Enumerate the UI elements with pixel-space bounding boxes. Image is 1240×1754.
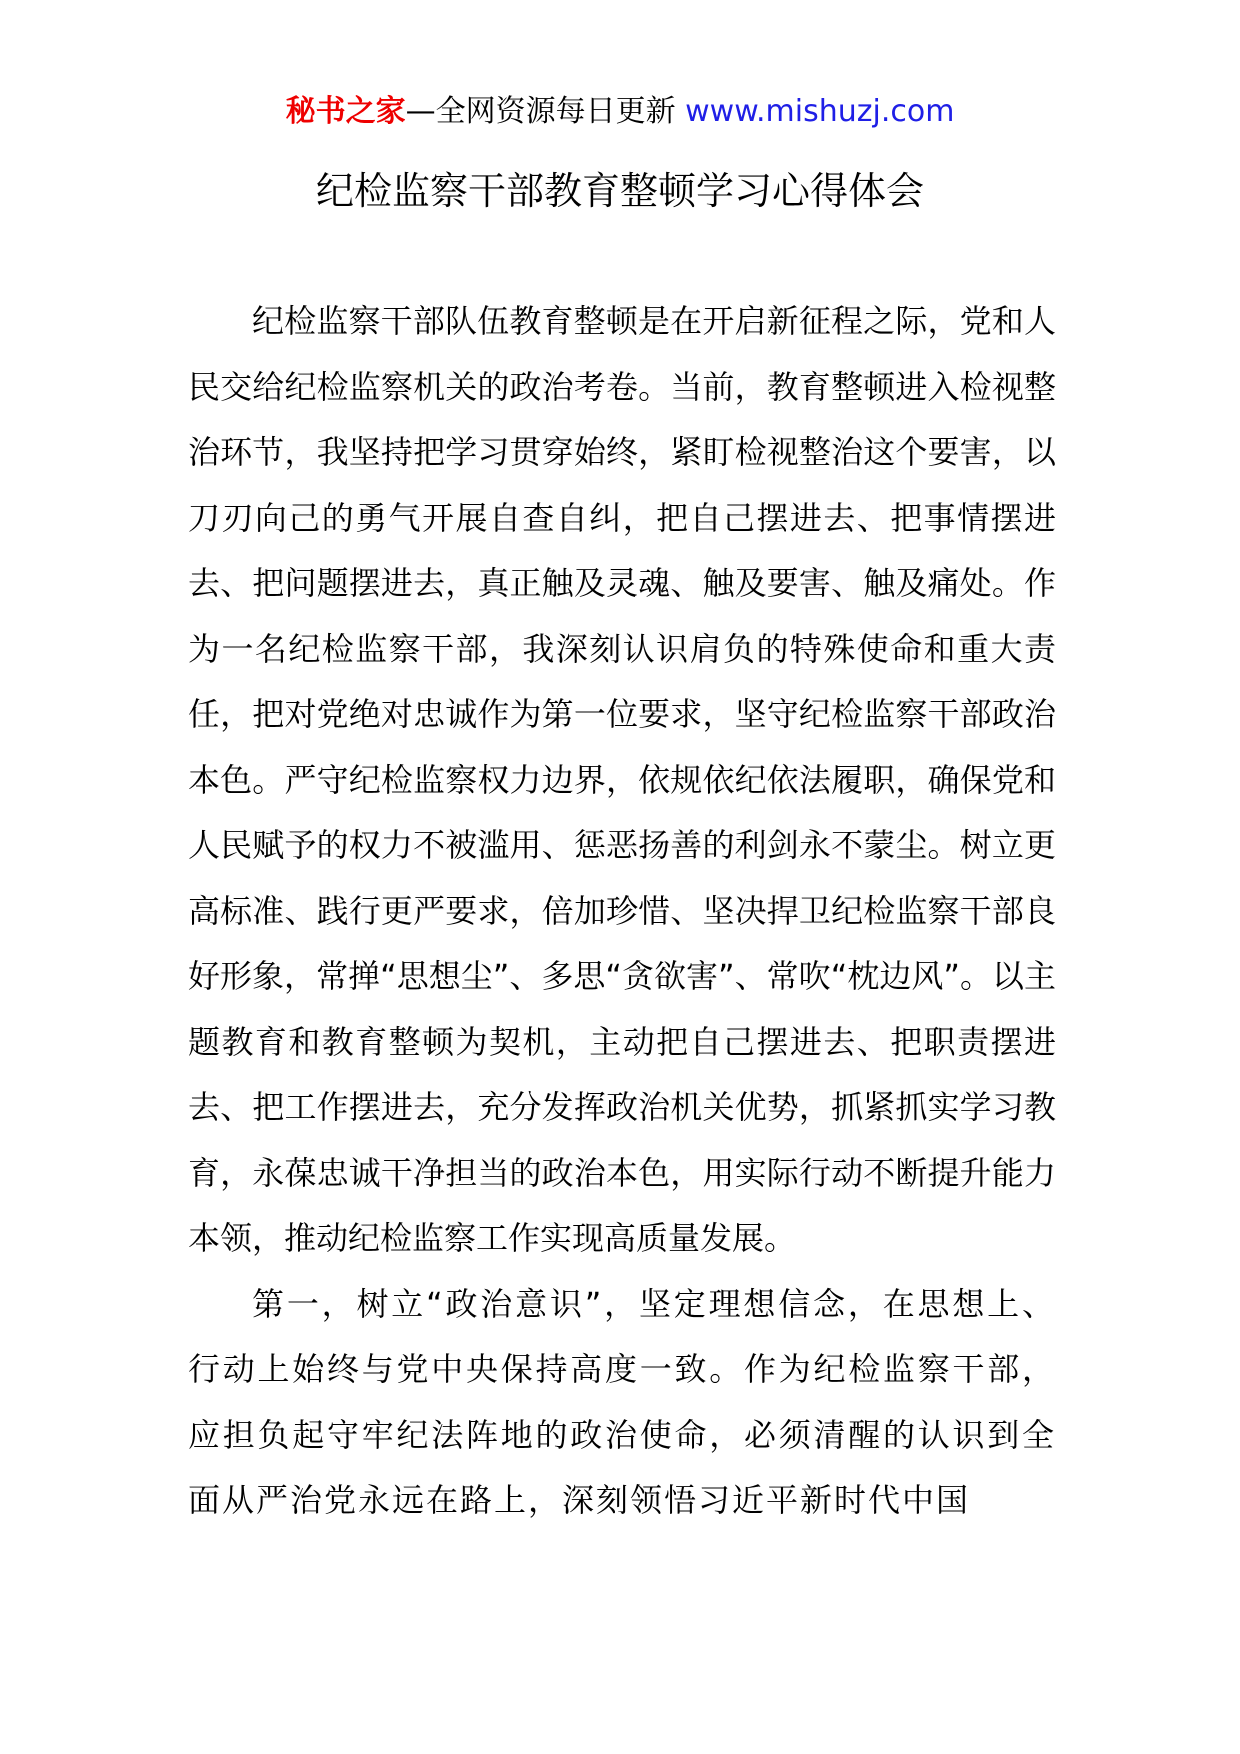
document-body xyxy=(188,289,1056,1534)
header-slogan: —全网资源每日更新 xyxy=(405,94,676,129)
brand-name: 秘书之家 xyxy=(285,94,406,129)
document-title: 纪检监察干部教育整顿学习心得体会 xyxy=(315,169,924,213)
paragraph: 第一，树立“政治意识”，坚定理想信念，在思想上、行动上始终与党中央保持高度一致。作为纪检监察干部，应担负起守牢纪法阵地的政治使命，必须清醒的认识到全面从严治党永远在路上，深刻领悟习近平新时代中国 xyxy=(188,1284,1056,1519)
site-url: www.mishuzj.com xyxy=(685,94,955,129)
source-header xyxy=(0,92,1240,132)
paragraph: 纪检监察干部队伍教育整顿是在开启新征程之际，党和人民交给纪检监察机关的政治考卷。当前，教育整顿进入检视整治环节，我坚持把学习贯穿始终，紧盯检视整治这个要害，以刀刃向己的勇气开展自查自纠，把自己摆进去、把事情摆进去、把问题摆进去，真正触及灵魂、触及要害、触及痛处。作为一名纪检监察干部，我深刻认识肩负的特殊使命和重大责任，把对党绝对忠诚作为第一位要求，坚守纪检监察干部政治本色。严守纪检监察权力边界，依规依纪依法履职，确保党和人民赋予的权力不被滥用、惩恶扬善的利剑永不蒙尘。树立更高标准、践行更严要求，倍加珍惜、坚决捍卫纪检监察干部良好形象，常掸“思想尘”、多思“贪欲害”、常吹“枕边风”。以主题教育和教育整顿为契机，主动把自己摆进去、把职责摆进去、把工作摆进去，充分发挥政治机关优势，抓紧抓实学习教育，永葆忠诚干净担当的政治本色，用实际行动不断提升能力本领，推动纪检监察工作实现高质量发展。 xyxy=(188,302,1056,1257)
